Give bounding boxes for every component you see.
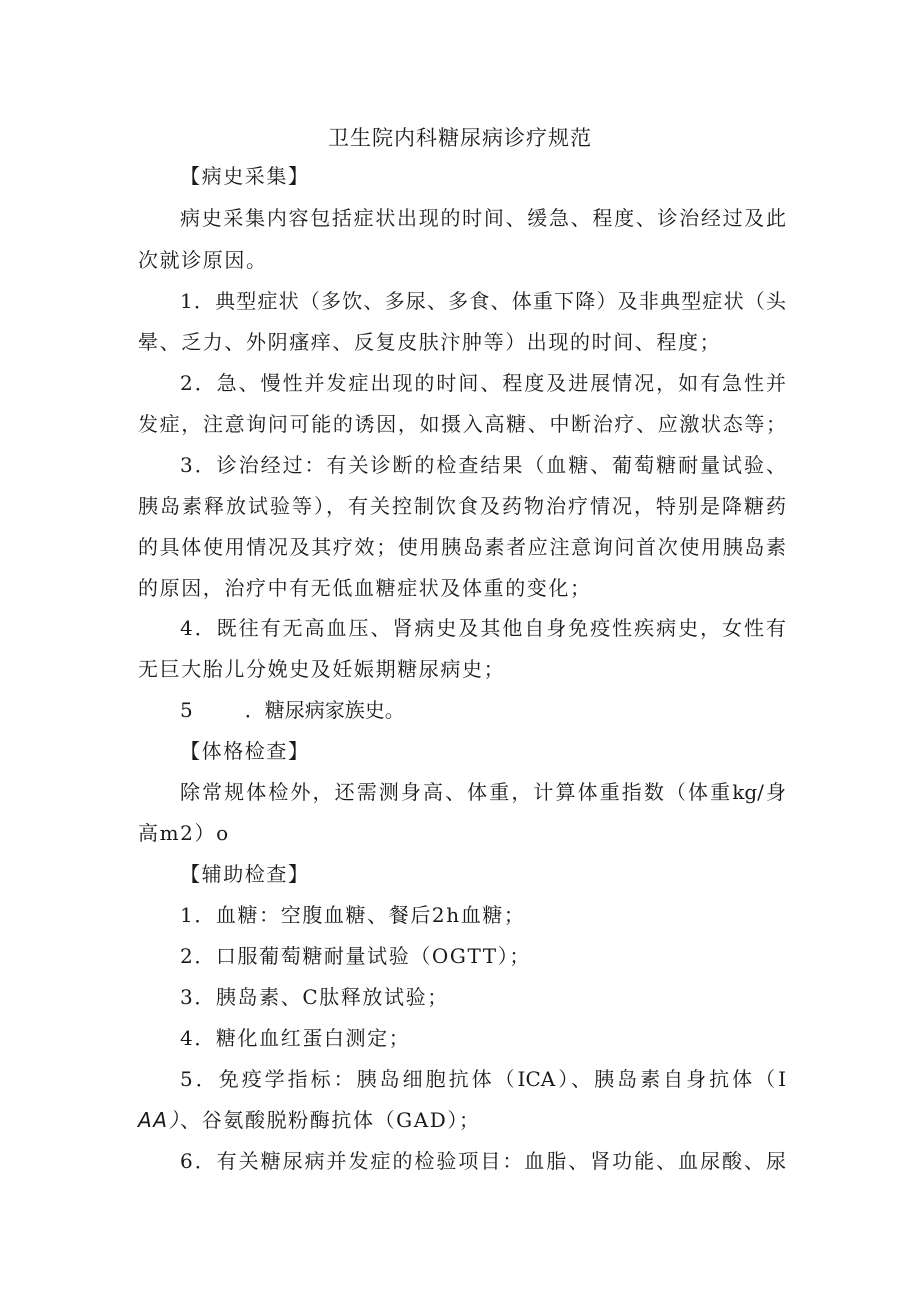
paragraph-line: 4．糖化血红蛋白测定； xyxy=(180,1026,411,1050)
paragraph-line: 的具体使用情况及其疗效；使用胰岛素者应注意询问首次使用胰岛素 xyxy=(138,535,786,559)
paragraph-line: 2．急、慢性并发症出现的时间、程度及进展情况，如有急性并 xyxy=(180,371,786,395)
paragraph-line: 胰岛素释放试验等），有关控制饮食及药物治疗情况，特别是降糖药 xyxy=(138,494,786,518)
paragraph-line: 晕、乏力、外阴瘙痒、反复皮肤汴肿等）出现的时间、程度； xyxy=(138,330,722,354)
paragraph-line: 的原因，治疗中有无低血糖症状及体重的变化； xyxy=(138,576,592,600)
section-heading-auxiliary: 【辅助检查】 xyxy=(180,862,310,886)
section-heading-physical: 【体格检查】 xyxy=(180,739,310,763)
paragraph-line xyxy=(138,1106,786,1134)
list-number: 5 xyxy=(180,698,193,722)
document-title: 卫生院内科糖尿病诊疗规范 xyxy=(328,126,592,150)
paragraph-line: 4．既往有无高血压、肾病史及其他自身免疫性疾病史，女性有 xyxy=(180,616,786,640)
paragraph-line xyxy=(180,696,828,724)
paragraph-line: 1．典型症状（多饮、多尿、多食、体重下降）及非典型症状（头 xyxy=(180,289,786,313)
italic-fragment: AA） xyxy=(138,1108,181,1132)
paragraph-line: 次就诊原因。 xyxy=(138,248,268,272)
list-text: ．糖尿病家族史。 xyxy=(244,698,405,722)
paragraph-line: 高m2）o xyxy=(138,821,230,845)
paragraph-line: 发症，注意询问可能的诱因，如摄入高糖、中断治疗、应激状态等； xyxy=(138,412,786,436)
section-heading-history: 【病史采集】 xyxy=(180,164,310,188)
paragraph-line: 病史采集内容包括症状出现的时间、缓急、程度、诊治经过及此 xyxy=(180,206,786,230)
paragraph-line: 6．有关糖尿病并发症的检验项目：血脂、肾功能、血尿酸、尿 xyxy=(180,1149,786,1173)
paragraph-line: 3．诊治经过：有关诊断的检查结果（血糖、葡萄糖耐量试验、 xyxy=(180,453,786,477)
paragraph-line: 无巨大胎儿分娩史及妊娠期糖尿病史； xyxy=(138,657,506,681)
paragraph-line: 3．胰岛素、C肽释放试验； xyxy=(180,985,449,1009)
paragraph-line: 1．血糖：空腹血糖、餐后2h血糖； xyxy=(180,903,526,927)
paragraph-line: 5．免疫学指标：胰岛细胞抗体（ICA）、胰岛素自身抗体（I xyxy=(180,1067,786,1091)
text-fragment: 、谷氨酸脱粉酶抗体（GAD）； xyxy=(180,1108,481,1132)
paragraph-line: 2．口服葡萄糖耐量试验（OGTT）； xyxy=(180,944,531,968)
paragraph-line: 除常规体检外，还需测身高、体重，计算体重指数（体重kg/身 xyxy=(180,780,786,804)
